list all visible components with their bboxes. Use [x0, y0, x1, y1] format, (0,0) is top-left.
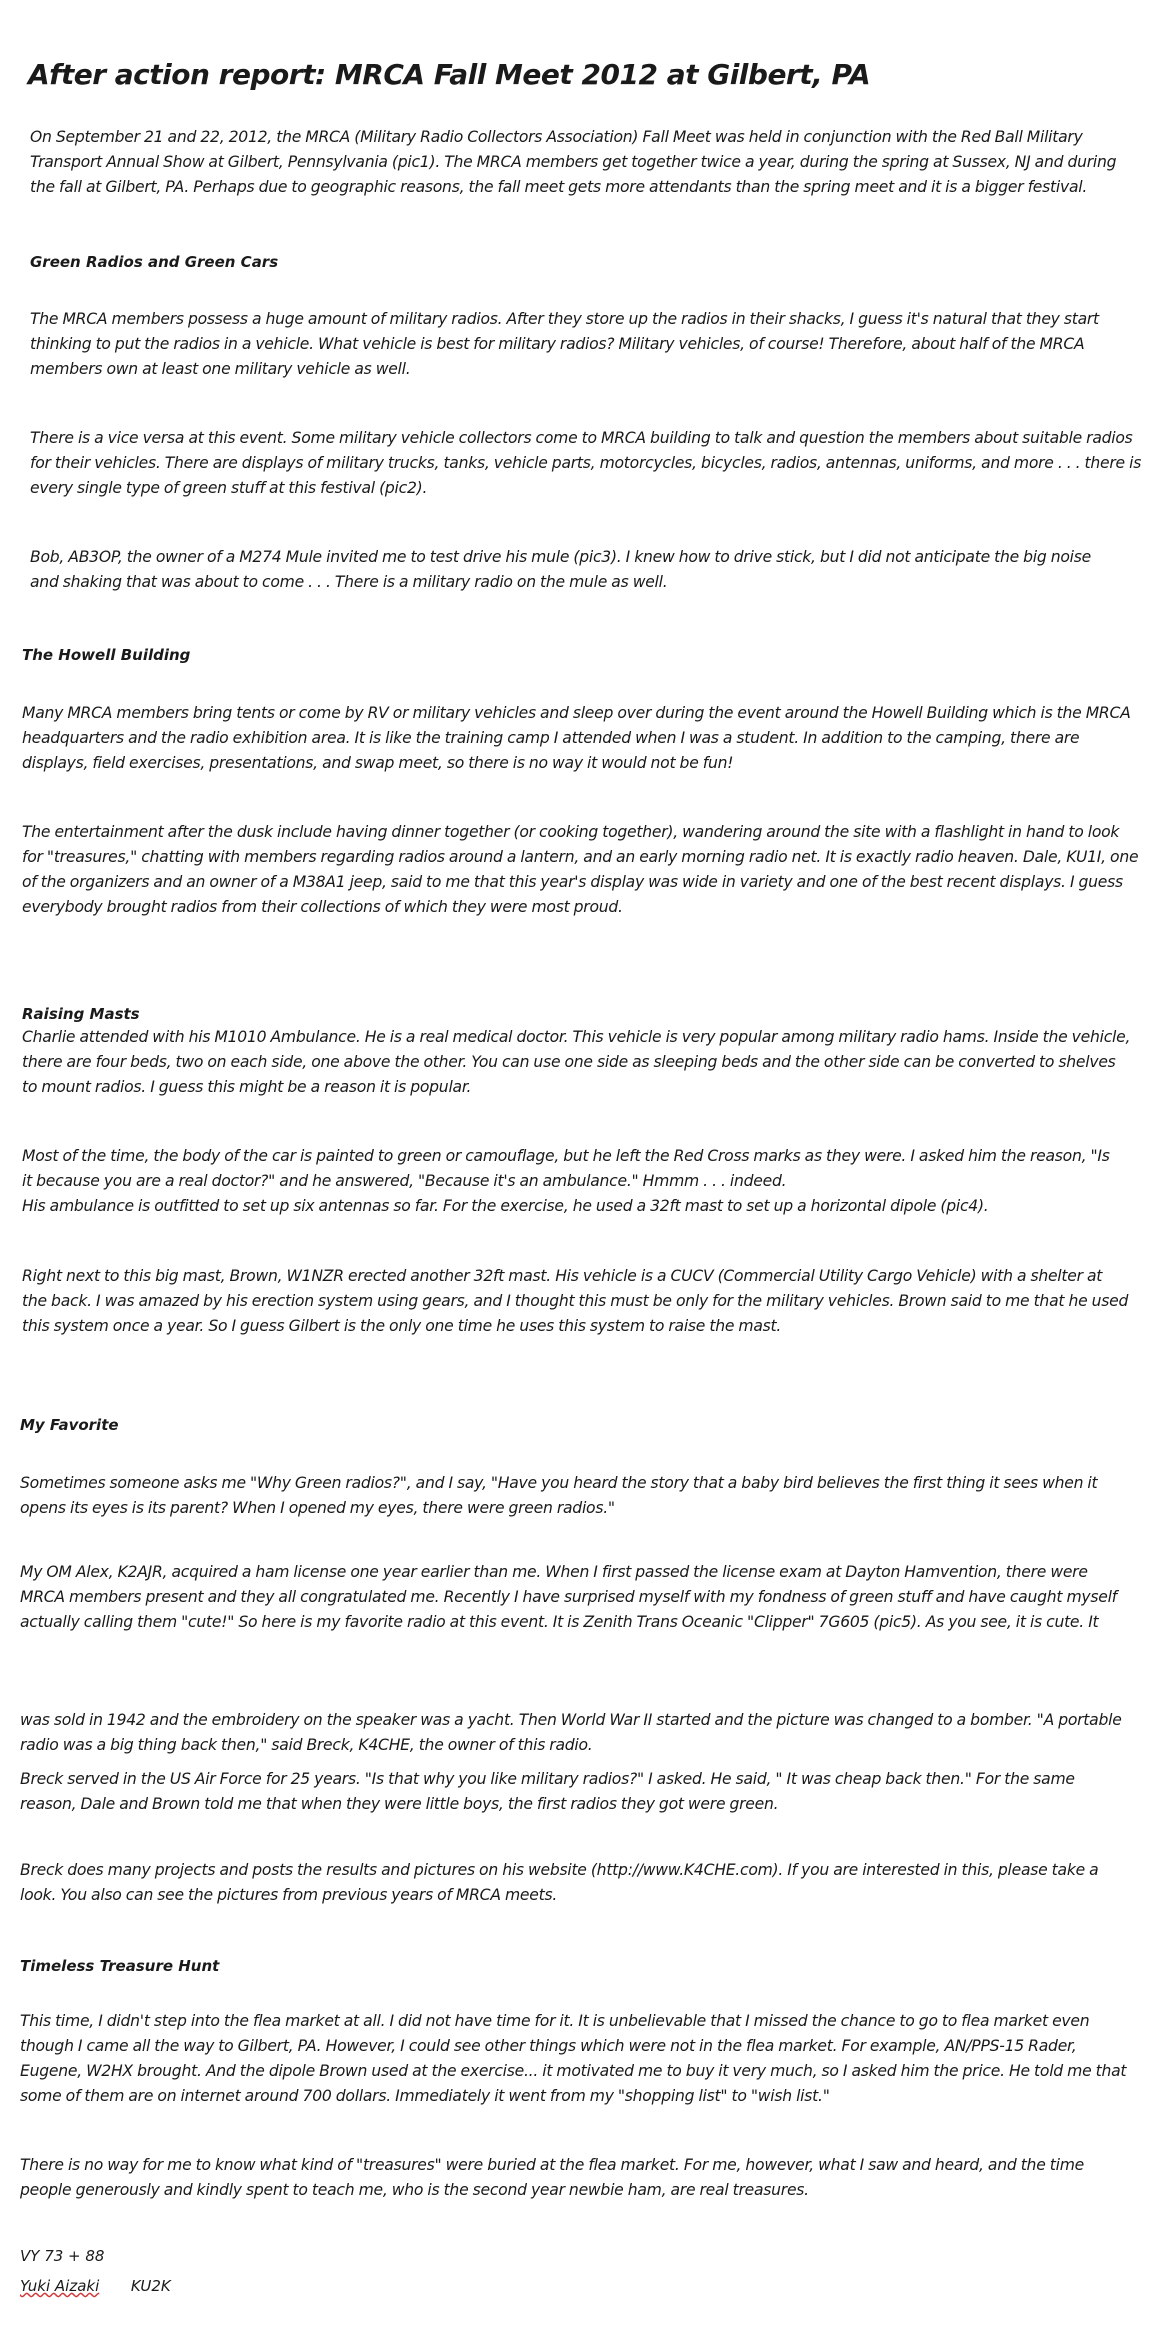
- text-line: this system once a year. So I guess Gilbert is the only one time he uses this system to raise the mast.: [22, 1317, 782, 1335]
- text-line: look. You also can see the pictures from previous years of MRCA meets.: [20, 1886, 558, 1904]
- text-line: reason, Dale and Brown told me that when they were little boys, the first radios they got were green.: [20, 1795, 779, 1813]
- text-line: actually calling them "cute!" So here is my favorite radio at this event. It is Zenith Trans Oceanic "Clipper" 7G605 (pic5). As you see, it is cute. It: [20, 1613, 1099, 1631]
- paragraph: [20, 1767, 1075, 1817]
- text-line: thinking to put the radios in a vehicle. What vehicle is best for military radios? Military vehicles, of course! Therefore, about half of the MRCA: [30, 335, 1085, 353]
- text-line: of the organizers and an owner of a M38A1 jeep, said to me that this year's display was wide in variety and one of the best recent displays. I guess: [22, 873, 1123, 891]
- text-line: This time, I didn't step into the flea market at all. I did not have time for it. It is unbelievable that I missed the chance to go to flea market even: [20, 2012, 1090, 2030]
- text-line: was sold in 1942 and the embroidery on the speaker was a yacht. Then World War II started and the picture was changed to a bomber. "A portable: [20, 1711, 1122, 1729]
- intro-paragraph: [30, 125, 1116, 200]
- text-line: and shaking that was about to come . . . There is a military radio on the mule as well.: [30, 573, 668, 591]
- text-line: the fall at Gilbert, PA. Perhaps due to geographic reasons, the fall meet gets more attendants than the spring meet and it is a bigger festival.: [30, 178, 1088, 196]
- signature: [20, 2275, 171, 2297]
- paragraph: [20, 2153, 1084, 2203]
- author-callsign: KU2K: [130, 2277, 171, 2295]
- text-line: Sometimes someone asks me "Why Green radios?", and I say, "Have you heard the story that a baby bird believes the first thing it sees when it: [20, 1474, 1098, 1492]
- text-line: opens its eyes is its parent? When I opened my eyes, there were green radios.": [20, 1499, 615, 1517]
- text-line: displays, field exercises, presentations, and swap meet, so there is no way it would not be fun!: [22, 754, 734, 772]
- section-heading-green-radios: Green Radios and Green Cars: [30, 253, 279, 271]
- text-line: There is a vice versa at this event. Some military vehicle collectors come to MRCA building to talk and question the members about suitable radios: [30, 429, 1133, 447]
- paragraph: [30, 307, 1099, 382]
- paragraph: [20, 2009, 1126, 2109]
- text-line: Breck does many projects and posts the results and pictures on his website (http://www.K4CHE.com). If you are interested in this, please take a: [20, 1861, 1099, 1879]
- text-line: Transport Annual Show at Gilbert, Pennsylvania (pic1). The MRCA members get together twice a year, during the spring at Sussex, NJ and during: [30, 153, 1117, 171]
- text-line: everybody brought radios from their collections of which they were most proud.: [22, 898, 623, 916]
- text-line: some of them are on internet around 700 dollars. Immediately it went from my "shopping list" to "wish list.": [20, 2087, 830, 2105]
- text-line: Bob, AB3OP, the owner of a M274 Mule invited me to test drive his mule (pic3). I knew how to drive stick, but I did not anticipate the big noise: [30, 548, 1091, 566]
- text-line: Breck served in the US Air Force for 25 years. "Is that why you like military radios?" I asked. He said, " It was cheap back then." For the same: [20, 1770, 1075, 1788]
- paragraph: [22, 1025, 1130, 1100]
- text-line: On September 21 and 22, 2012, the MRCA (Military Radio Collectors Association) Fall Meet was held in conjunction with the Red Ball Military: [30, 128, 1083, 146]
- text-line: Most of the time, the body of the car is painted to green or camouflage, but he left the Red Cross marks as they were. I asked him the reason, "Is: [22, 1147, 1110, 1165]
- section-heading-raising-masts: Raising Masts: [22, 1005, 140, 1023]
- paragraph: [22, 1264, 1128, 1339]
- paragraph: [20, 1471, 1097, 1521]
- text-line: Charlie attended with his M1010 Ambulance. He is a real medical doctor. This vehicle is very popular among military radio hams. Inside the vehicle,: [22, 1028, 1131, 1046]
- section-heading-my-favorite: My Favorite: [20, 1416, 119, 1434]
- text-line: Right next to this big mast, Brown, W1NZR erected another 32ft mast. His vehicle is a CUCV (Commercial Utility Cargo Vehicle) with a shelter at: [22, 1267, 1103, 1285]
- report-title: After action report: MRCA Fall Meet 2012 at Gilbert, PA: [28, 58, 871, 91]
- paragraph: [30, 426, 1141, 501]
- section-heading-howell-building: The Howell Building: [22, 646, 191, 664]
- text-line: My OM Alex, K2AJR, acquired a ham license one year earlier than me. When I first passed the license exam at Dayton Hamvention, there were: [20, 1563, 1088, 1581]
- author-name: Yuki Aizaki: [20, 2277, 100, 2295]
- text-line: Many MRCA members bring tents or come by RV or military vehicles and sleep over during the event around the Howell Building which is the MRCA: [22, 704, 1131, 722]
- text-line: people generously and kindly spent to teach me, who is the second year newbie ham, are real treasures.: [20, 2181, 809, 2199]
- text-line: radio was a big thing back then," said Breck, K4CHE, the owner of this radio.: [20, 1736, 593, 1754]
- paragraph: [20, 1560, 1117, 1635]
- text-line: to mount radios. I guess this might be a reason it is popular.: [22, 1078, 472, 1096]
- text-line: for their vehicles. There are displays of military trucks, tanks, vehicle parts, motorcycles, bicycles, radios, antennas, uniforms, and more . . . there is: [30, 454, 1142, 472]
- text-line: There is no way for me to know what kind of "treasures" were buried at the flea market. For me, however, what I saw and heard, and the time: [20, 2156, 1084, 2174]
- paragraph: [20, 1858, 1099, 1908]
- text-line: there are four beds, two on each side, one above the other. You can use one side as sleeping beds and the other side can be converted to shelves: [22, 1053, 1116, 1071]
- text-line: every single type of green stuff at this festival (pic2).: [30, 479, 428, 497]
- paragraph: [22, 820, 1138, 920]
- text-line: members own at least one military vehicle as well.: [30, 360, 411, 378]
- text-line: it because you are a real doctor?" and he answered, "Because it's an ambulance." Hmmm . . . indeed.: [22, 1172, 787, 1190]
- paragraph: [30, 545, 1091, 595]
- paragraph: [22, 1144, 1110, 1219]
- closing-text: VY 73 + 88: [20, 2247, 105, 2265]
- text-line: headquarters and the radio exhibition area. It is like the training camp I attended when I was a student. In addition to the camping, there are: [22, 729, 1080, 747]
- text-line: MRCA members present and they all congratulated me. Recently I have surprised myself with my fondness of green stuff and have caught myself: [20, 1588, 1117, 1606]
- text-line: His ambulance is outfitted to set up six antennas so far. For the exercise, he used a 32ft mast to set up a horizontal dipole (pic4).: [22, 1197, 989, 1215]
- text-line: The MRCA members possess a huge amount of military radios. After they store up the radios in their shacks, I guess it's natural that they start: [30, 310, 1099, 328]
- text-line: though I came all the way to Gilbert, PA. However, I could see other things which were not in the flea market. For example, AN/PPS-15 Rader,: [20, 2037, 1077, 2055]
- text-line: Eugene, W2HX brought. And the dipole Brown used at the exercise... it motivated me to buy it very much, so I asked him the price. He told me that: [20, 2062, 1127, 2080]
- text-line: the back. I was amazed by his erection system using gears, and I thought this must be only for the military vehicles. Brown said to me that he used: [22, 1292, 1129, 1310]
- text-line: The entertainment after the dusk include having dinner together (or cooking together), wandering around the site with a flashlight in hand to look: [22, 823, 1120, 841]
- paragraph: [22, 701, 1131, 776]
- section-heading-treasure-hunt: Timeless Treasure Hunt: [20, 1957, 220, 1975]
- text-line: for "treasures," chatting with members regarding radios around a lantern, and an early morning radio net. It is exactly radio heaven. Dale, KU1I, one: [22, 848, 1139, 866]
- paragraph: [20, 1708, 1122, 1758]
